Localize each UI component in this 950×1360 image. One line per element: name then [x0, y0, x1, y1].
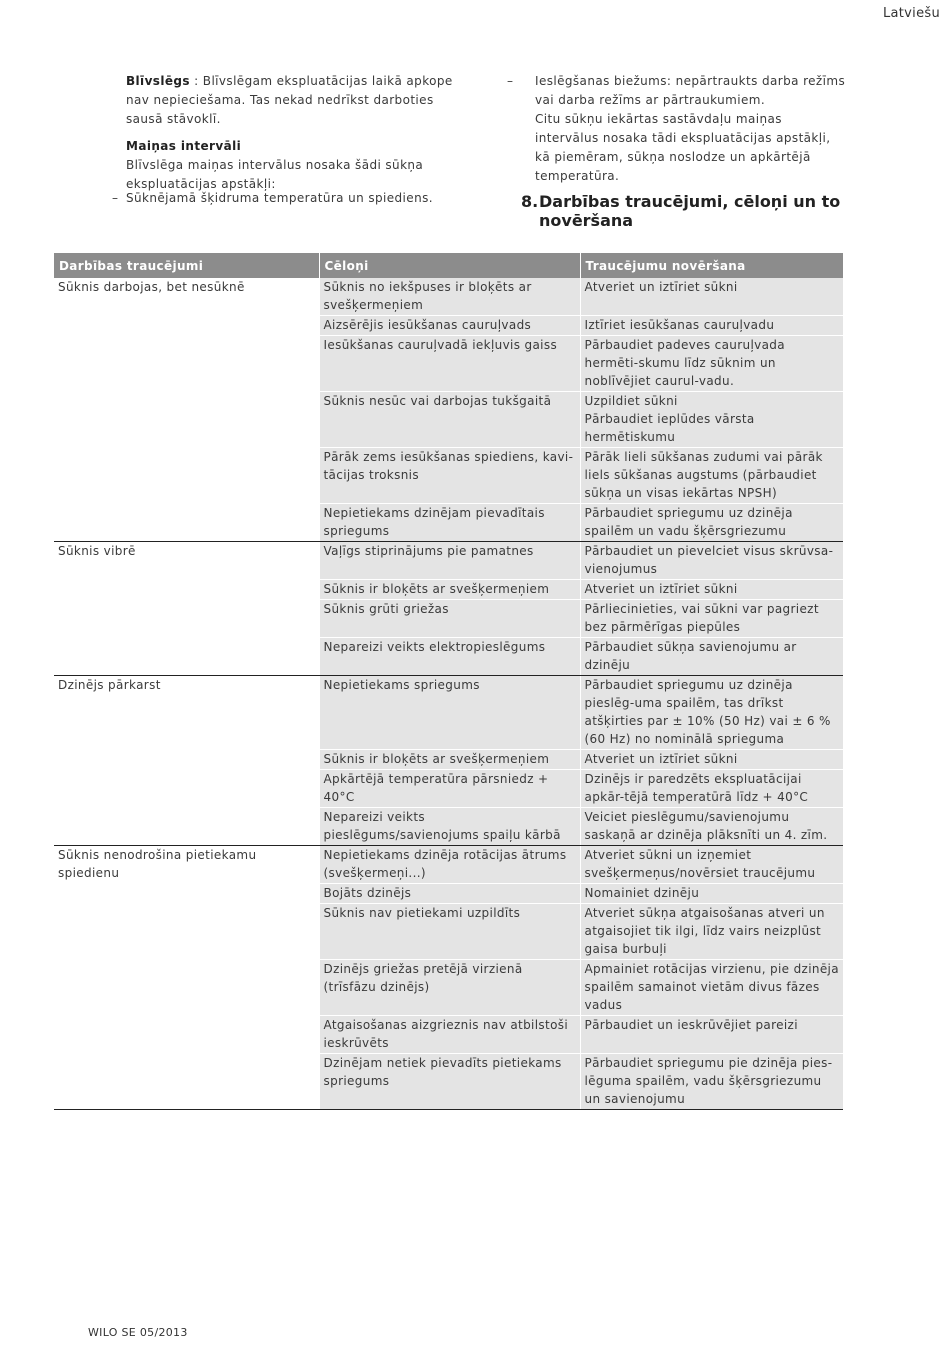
intervals-heading: Maiņas intervāli	[126, 139, 242, 153]
cause-cell: Sūknis no iekšpuses ir bloķēts ar svešķermeņiem	[319, 278, 580, 316]
remedy-cell: Atveriet un iztīriet sūkni	[580, 750, 843, 770]
footer-text: WILO SE 05/2013	[88, 1326, 188, 1339]
remedy-cell: Pārbaudiet un pievelciet visus skrūvsa-vienojumus	[580, 542, 843, 580]
remedy-cell: Pārliecinieties, vai sūkni var pagriezt bez pārmērīgas piepūles	[580, 600, 843, 638]
remedy-cell: Pārbaudiet un ieskrūvējiet pareizi	[580, 1016, 843, 1054]
fault-cell: Sūknis darbojas, bet nesūknē	[54, 278, 319, 542]
table-row	[54, 278, 843, 316]
remedy-cell: Pārbaudiet spriegumu uz dzinēja pieslēg-uma spailēm, tas drīkst atšķirties par ± 10% (50 Hz) vai ± 6 % (60 Hz) no nominālā sprieguma	[580, 676, 843, 750]
remedy-cell: Atveriet sūkņa atgaisošanas atveri un atgaisojiet tik ilgi, līdz vairs neizplūst gaisa burbuļi	[580, 904, 843, 960]
dash-marker: –	[112, 191, 119, 205]
left-bullet-text: Sūknējamā šķidruma temperatūra un spiediens.	[126, 191, 433, 205]
cause-cell: Aizsērējis iesūkšanas cauruļvads	[319, 316, 580, 336]
header-causes: Cēloņi	[319, 253, 580, 278]
section-number: 8.	[521, 192, 539, 211]
table-body	[54, 278, 843, 1110]
cause-cell: Sūknis ir bloķēts ar svešķermeņiem	[319, 750, 580, 770]
cause-cell: Nepietiekams dzinējam pievadītais spriegums	[319, 504, 580, 542]
seal-paragraph	[126, 72, 456, 129]
left-bullet	[112, 189, 452, 208]
cause-cell: Vaļīgs stiprinājums pie pamatnes	[319, 542, 580, 580]
remedy-cell: Dzinējs ir paredzēts ekspluatācijai apkār-tējā temperatūrā līdz + 40°C	[580, 770, 843, 808]
remedy-cell: Pārbaudiet padeves cauruļvada hermēti-skumu līdz sūknim un noblīvējiet caurul-vadu.	[580, 336, 843, 392]
cause-cell: Atgaisošanas aizgrieznis nav atbilstoši ieskrūvēts	[319, 1016, 580, 1054]
cause-cell: Sūknis ir bloķēts ar svešķermeņiem	[319, 580, 580, 600]
remedy-cell: Apmainiet rotācijas virzienu, pie dzinēja spailēm samainot vietām divus fāzes vadus	[580, 960, 843, 1016]
table-row	[54, 676, 843, 750]
cause-cell: Pārāk zems iesūkšanas spiediens, kavi-tācijas troksnis	[319, 448, 580, 504]
left-column	[126, 72, 456, 194]
remedy-cell: Atveriet un iztīriet sūkni	[580, 278, 843, 316]
remedy-cell: Atveriet sūkni un izņemiet svešķermeņus/novērsiet traucējumu	[580, 846, 843, 884]
cause-cell: Dzinējs griežas pretējā virzienā (trīsfāzu dzinējs)	[319, 960, 580, 1016]
section-title-line2: novēršana	[539, 211, 634, 230]
cause-cell: Sūknis nesūc vai darbojas tukšgaitā	[319, 392, 580, 448]
intervals-text: Blīvslēga maiņas intervālus nosaka šādi sūkņa ekspluatācijas apstākļi:	[126, 158, 424, 191]
section-heading	[521, 192, 841, 230]
header-remedies: Traucējumu novēršana	[580, 253, 843, 278]
header-faults: Darbības traucējumi	[54, 253, 319, 278]
language-label: Latviešu	[882, 6, 940, 21]
troubleshooting-table	[54, 253, 843, 1110]
cause-cell: Dzinējam netiek pievadīts pietiekams spriegums	[319, 1054, 580, 1110]
cause-cell: Apkārtējā temperatūra pārsniedz + 40°C	[319, 770, 580, 808]
right-bullet-text: Ieslēgšanas biežums: nepārtraukts darba režīms vai darba režīms ar pārtraukumiem.	[535, 74, 846, 107]
right-column	[507, 72, 846, 186]
cause-cell: Nepietiekams spriegums	[319, 676, 580, 750]
cause-cell: Iesūkšanas cauruļvadā iekļuvis gaiss	[319, 336, 580, 392]
right-bullet	[507, 72, 846, 110]
remedy-cell: Uzpildiet sūkni Pārbaudiet ieplūdes vārsta hermētiskumu	[580, 392, 843, 448]
cause-cell: Sūknis grūti griežas	[319, 600, 580, 638]
cause-cell: Nepietiekams dzinēja rotācijas ātrums (svešķermeņi...)	[319, 846, 580, 884]
remedy-cell: Veiciet pieslēgumu/savienojumu saskaņā ar dzinēja plāksnīti un 4. zīm.	[580, 808, 843, 846]
cause-cell: Sūknis nav pietiekami uzpildīts	[319, 904, 580, 960]
cause-cell: Bojāts dzinējs	[319, 884, 580, 904]
cause-cell: Nepareizi veikts pieslēgums/savienojums spaiļu kārbā	[319, 808, 580, 846]
remedy-cell: Pārbaudiet spriegumu pie dzinēja pies-lēguma spailēm, vadu šķērsgriezumu un savienojumu	[580, 1054, 843, 1110]
right-text: Citu sūkņu iekārtas sastāvdaļu maiņas intervālus nosaka tādi ekspluatācijas apstākļi, kā piemēram, sūkņa noslodze un apkārtējā temperatūra.	[535, 112, 831, 183]
remedy-cell: Pārāk lieli sūkšanas zudumi vai pārāk liels sūkšanas augstums (pārbaudiet sūkņa un visas iekārtas NPSH)	[580, 448, 843, 504]
remedy-cell: Atveriet un iztīriet sūkni	[580, 580, 843, 600]
remedy-cell: Pārbaudiet sūkņa savienojumu ar dzinēju	[580, 638, 843, 676]
table-row	[54, 542, 843, 580]
fault-cell: Dzinējs pārkarst	[54, 676, 319, 846]
fault-cell: Sūknis nenodrošina pietiekamu spiedienu	[54, 846, 319, 1110]
seal-text: : Blīvslēgam ekspluatācijas laikā apkope nav nepieciešama. Tas nekad nedrīkst darboties sausā stāvoklī.	[126, 74, 453, 126]
seal-label: Blīvslēgs	[126, 74, 190, 88]
remedy-cell: Nomainiet dzinēju	[580, 884, 843, 904]
fault-cell: Sūknis vibrē	[54, 542, 319, 676]
remedy-cell: Iztīriet iesūkšanas cauruļvadu	[580, 316, 843, 336]
section-title-line1: Darbības traucējumi, cēloņi un to	[539, 192, 841, 211]
dash-marker: –	[507, 74, 514, 88]
remedy-cell: Pārbaudiet spriegumu uz dzinēja spailēm un vadu šķērsgriezumu	[580, 504, 843, 542]
cause-cell: Nepareizi veikts elektropieslēgums	[319, 638, 580, 676]
table-row	[54, 846, 843, 884]
table-header-row	[54, 253, 843, 278]
